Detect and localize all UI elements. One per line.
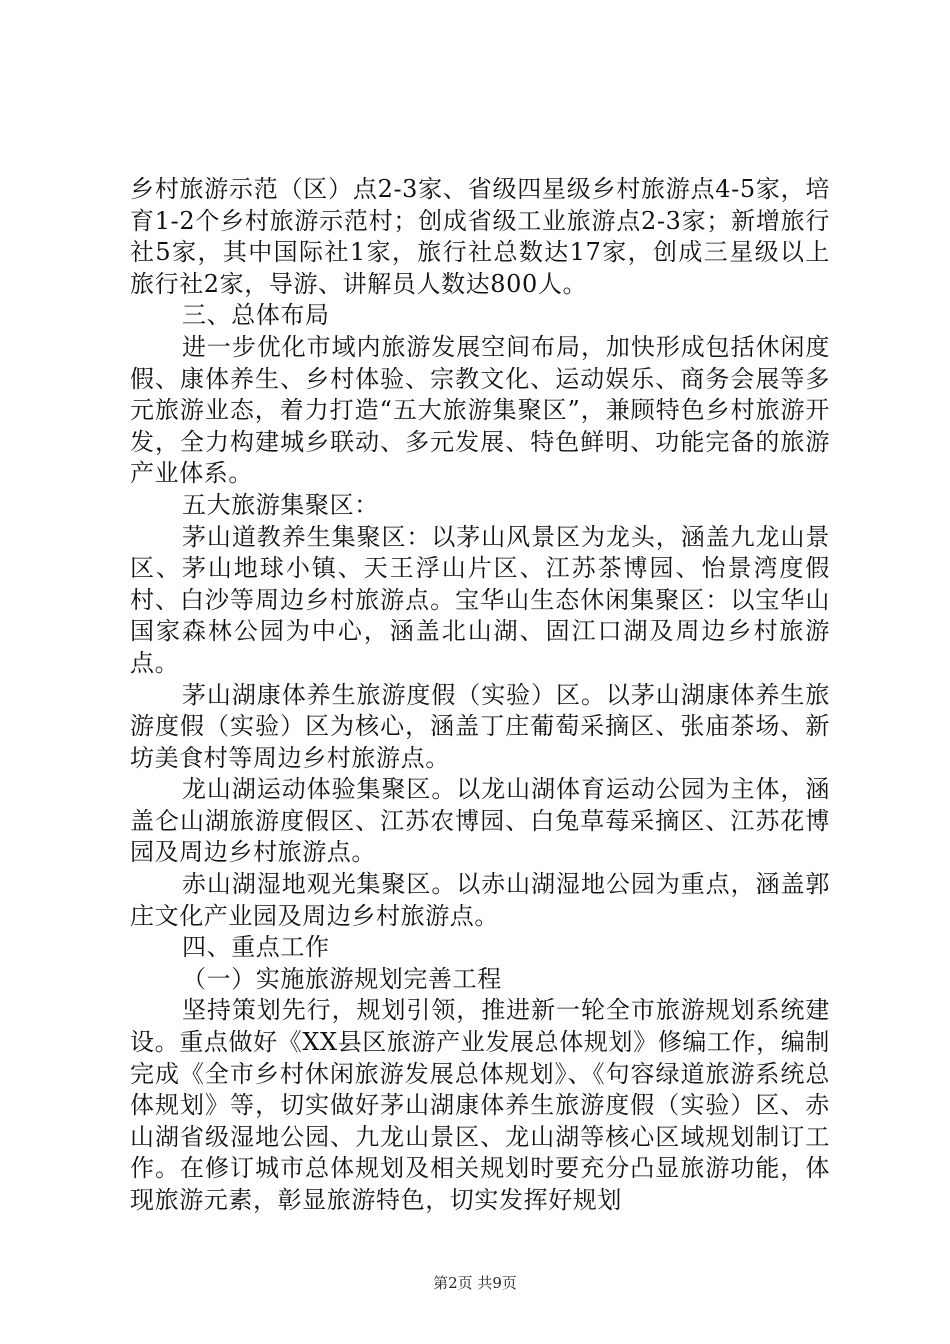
section-heading-layout: 三、总体布局 bbox=[182, 301, 330, 330]
paragraph-longshanhu: 龙山湖运动体验集聚区。以龙山湖体育运动公园为主体，涵盖仑山湖旅游度假区、江苏农博园、白兔草莓采摘区、江苏花博园及周边乡村旅游点。 bbox=[130, 775, 830, 867]
page-number-footer: 第2页 共9页 bbox=[433, 1274, 517, 1292]
paragraph-maoshanhu: 茅山湖康体养生旅游度假（实验）区。以茅山湖康体养生旅游度假（实验）区为核心，涵盖丁庄葡萄采摘区、张庙茶场、新坊美食村等周边乡村旅游点。 bbox=[130, 680, 830, 772]
paragraph-chishanhu: 赤山湖湿地观光集聚区。以赤山湖湿地公园为重点，涵盖郭庄文化产业园及周边乡村旅游点。 bbox=[130, 870, 830, 930]
subheading-five-zones: 五大旅游集聚区： bbox=[182, 490, 379, 519]
paragraph-continuation: 乡村旅游示范（区）点2-3家、省级四星级乡村旅游点4-5家，培育1-2个乡村旅游示范村；创成省级工业旅游点2-3家；新增旅行社5家，其中国际社1家，旅行社总数达17家，创成三星级以上旅行社2家，导游、讲解员人数达800人。 bbox=[130, 175, 830, 298]
paragraph-layout-intro: 进一步优化市域内旅游发展空间布局，加快形成包括休闲度假、康体养生、乡村体验、宗教文化、运动娱乐、商务会展等多元旅游业态，着力打造“五大旅游集聚区”，兼顾特色乡村旅游开发，全力构建城乡联动、多元发展、特色鲜明、功能完备的旅游产业体系。 bbox=[130, 332, 830, 488]
paragraph-planning: 坚持策划先行，规划引领，推进新一轮全市旅游规划系统建设。重点做好《XX县区旅游产业发展总体规划》修编工作，编制完成《全市乡村休闲旅游发展总体规划》、《句容绿道旅游系统总体规划》等，切实做好茅山湖康体养生旅游度假（实验）区、赤山湖省级湿地公园、九龙山景区、龙山湖等核心区域规划制订工作。在修订城市总体规划及相关规划时要充分凸显旅游功能，体现旅游元素，彰显旅游特色，切实发挥好规划 bbox=[130, 996, 830, 1214]
document-body bbox=[130, 174, 830, 1217]
paragraph-maoshan-baohuashan: 茅山道教养生集聚区：以茅山风景区为龙头，涵盖九龙山景区、茅山地球小镇、天王浮山片区、江苏茶博园、怡景湾度假村、白沙等周边乡村旅游点。宝华山生态休闲集聚区：以宝华山国家森林公园为中心，涵盖北山湖、固江口湖及周边乡村旅游点。 bbox=[130, 522, 830, 677]
subheading-planning-project: （一）实施旅游规划完善工程 bbox=[182, 964, 502, 993]
section-heading-key-work: 四、重点工作 bbox=[182, 933, 330, 962]
